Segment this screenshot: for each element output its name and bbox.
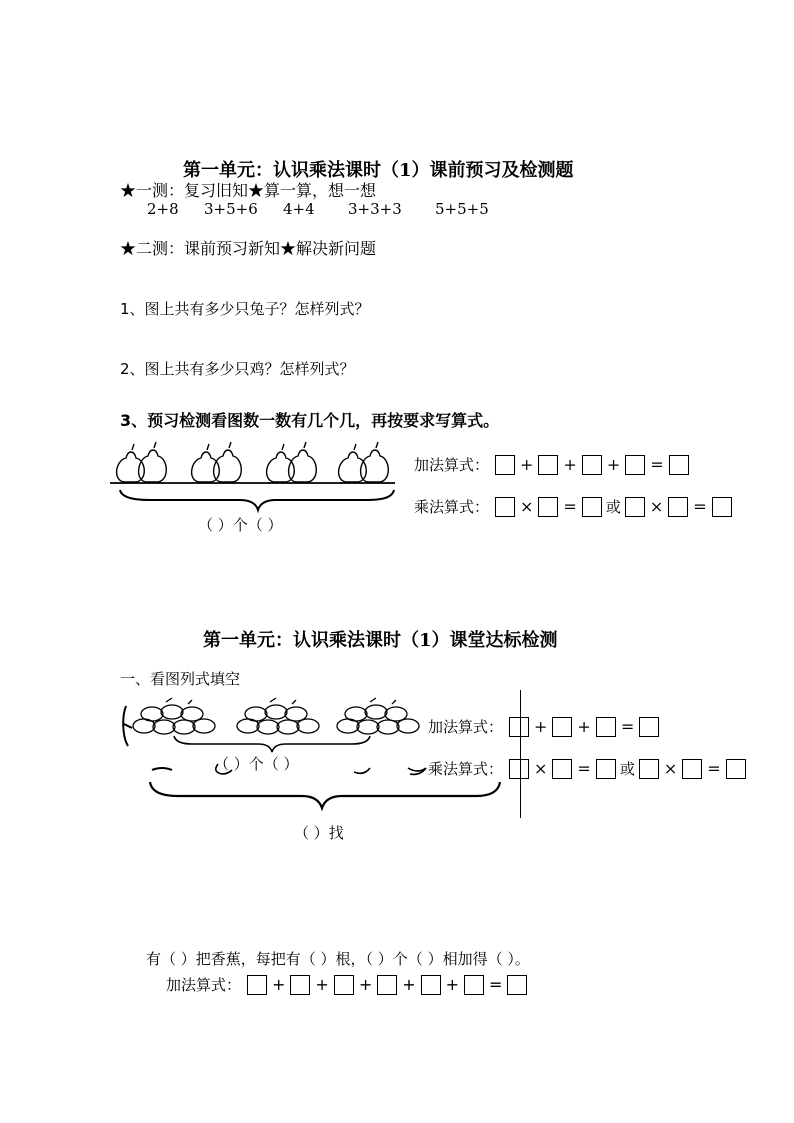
answer-box[interactable] [552, 717, 572, 737]
pear-group-2 [192, 442, 242, 482]
answer-box[interactable] [509, 759, 529, 779]
equals-sign: = [489, 975, 503, 994]
question-3: 3、预习检测看图数一数有几个几，再按要求写算式。 [120, 411, 500, 430]
s1-addition-row [414, 454, 689, 475]
expression-4: 3+3+3 [348, 200, 402, 218]
answer-box[interactable] [507, 975, 527, 995]
answer-box[interactable] [639, 717, 659, 737]
plus-sign: + [520, 455, 534, 474]
plus-sign: + [272, 975, 286, 994]
expression-5: 5+5+5 [435, 200, 489, 218]
s2-multiplication-row [428, 758, 746, 779]
answer-box[interactable] [464, 975, 484, 995]
outer-caption-paren: （ ） [294, 824, 329, 842]
expression-2: 3+5+6 [204, 200, 258, 218]
times-sign: × [534, 759, 548, 778]
test1-heading: ★一测：复习旧知★算一算，想一想 [120, 181, 377, 200]
outer-caption-tail: 找 [328, 824, 344, 842]
answer-box[interactable] [495, 497, 515, 517]
expression-1: 2+8 [147, 200, 179, 218]
answer-box[interactable] [538, 455, 558, 475]
answer-box[interactable] [538, 497, 558, 517]
plus-sign: + [402, 975, 416, 994]
s2-addition-row [428, 716, 659, 737]
banana-addition-label: 加法算式： [166, 976, 242, 994]
or-text: 或 [619, 760, 635, 778]
answer-box[interactable] [712, 497, 732, 517]
s1-multiplication-label: 乘法算式： [414, 498, 490, 516]
s2-multiplication-label: 乘法算式： [428, 760, 504, 778]
times-sign: × [663, 759, 678, 778]
inner-brace [174, 736, 370, 752]
inner-caption: （ ）个（ ） [214, 755, 299, 773]
section2-title: 第一单元：认识乘法课时（1）课堂达标检测 [203, 630, 558, 651]
answer-box[interactable] [668, 497, 688, 517]
answer-box[interactable] [552, 759, 572, 779]
plus-sign: + [606, 455, 621, 474]
section1-title: 第一单元：认识乘法课时（1）课前预习及检测题 [183, 160, 574, 181]
fruit-group-3 [337, 698, 419, 734]
answer-box[interactable] [334, 975, 354, 995]
equals-sign: = [563, 497, 577, 516]
answer-box[interactable] [377, 975, 397, 995]
answer-box[interactable] [596, 717, 616, 737]
equals-sign: = [707, 759, 721, 778]
pear-group-3 [267, 442, 317, 482]
s2-addition-label: 加法算式： [428, 718, 504, 736]
times-sign: × [649, 497, 664, 516]
expression-3: 4+4 [283, 200, 315, 218]
answer-box[interactable] [582, 497, 602, 517]
outer-brace [150, 782, 500, 808]
banana-addition-row [166, 974, 527, 995]
fruit-group-1 [133, 698, 215, 734]
answer-box[interactable] [421, 975, 441, 995]
answer-box[interactable] [582, 455, 602, 475]
equals-sign: = [577, 759, 591, 778]
outer-caption [294, 822, 344, 843]
s1-addition-label: 加法算式： [414, 456, 490, 474]
plus-sign: + [445, 975, 460, 994]
answer-box[interactable] [625, 455, 645, 475]
answer-box[interactable] [509, 717, 529, 737]
answer-box[interactable] [669, 455, 689, 475]
question-2: 2、图上共有多少只鸡？怎样列式？ [120, 360, 355, 378]
or-text: 或 [605, 498, 621, 516]
pear-group-1 [117, 442, 167, 482]
s1-multiplication-row [414, 496, 732, 517]
times-sign: × [520, 497, 534, 516]
answer-box[interactable] [495, 455, 515, 475]
test2-heading: ★二测：课前预习新知★解决新问题 [120, 239, 377, 258]
answer-box[interactable] [726, 759, 746, 779]
answer-box[interactable] [625, 497, 645, 517]
answer-box[interactable] [290, 975, 310, 995]
equals-sign: = [620, 717, 635, 736]
equals-sign: = [650, 455, 664, 474]
pears-brace [120, 490, 394, 510]
answer-box[interactable] [247, 975, 267, 995]
plus-sign: + [315, 975, 329, 994]
answer-box[interactable] [682, 759, 702, 779]
equals-sign: = [693, 497, 707, 516]
plus-sign: + [563, 455, 577, 474]
vertical-divider [520, 690, 521, 818]
pears-caption: （ ）个（ ） [198, 516, 283, 534]
part1-heading: 一、看图列式填空 [120, 670, 241, 688]
question-1: 1、图上共有多少只兔子？怎样列式？ [120, 300, 370, 318]
answer-box[interactable] [639, 759, 659, 779]
answer-box[interactable] [596, 759, 616, 779]
plus-sign: + [534, 717, 548, 736]
banana-sentence: 有（ ）把香蕉，每把有（ ）根，（ ）个（ ）相加得（ ）。 [146, 950, 530, 968]
fruit-group-2 [237, 698, 319, 734]
plus-sign: + [577, 717, 591, 736]
pear-group-4 [339, 442, 389, 482]
plus-sign: + [358, 975, 373, 994]
expression-list [147, 200, 507, 220]
